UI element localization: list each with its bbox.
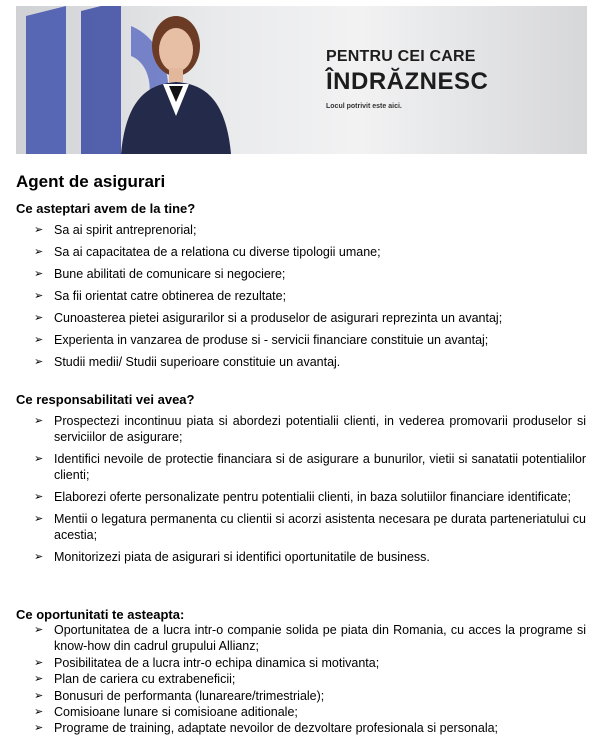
list-item: ➢ Bune abilitati de comunicare si negociere; bbox=[34, 267, 286, 281]
arrow-bullet-icon: ➢ bbox=[34, 624, 44, 636]
arrow-bullet-icon: ➢ bbox=[34, 706, 44, 719]
opportunities-list bbox=[16, 622, 586, 737]
responsibilities-list bbox=[16, 413, 586, 565]
list-item: ➢ Studii medii/ Studii superioare constituie un avantaj. bbox=[34, 355, 341, 369]
banner-headline-emphasis: ÎNDRĂZNESC bbox=[326, 68, 489, 95]
arrow-bullet-icon: ➢ bbox=[34, 491, 44, 503]
list-item: ➢ Sa fii orientat catre obtinerea de rezultate; bbox=[34, 289, 287, 303]
arrow-bullet-icon: ➢ bbox=[34, 513, 44, 525]
arrow-bullet-icon: ➢ bbox=[34, 656, 44, 669]
list-item: ➢ Monitorizezi piata de asigurari si identifici oportunitatile de business. bbox=[34, 550, 430, 564]
arrow-bullet-icon: ➢ bbox=[34, 334, 44, 346]
list-item: ➢ Oportunitatea de a lucra intr-o companie solida pe piata din Romania, cu acces la programe si know-how din cadrul grupului Allianz; bbox=[34, 623, 586, 654]
hero-banner bbox=[16, 6, 587, 154]
section-responsibilities bbox=[16, 392, 586, 565]
job-title: Agent de asigurari bbox=[16, 172, 166, 191]
section-expectations bbox=[16, 201, 586, 370]
arrow-bullet-icon: ➢ bbox=[34, 268, 44, 280]
list-item: ➢ Cunoasterea pietei asigurarilor si a produselor de asigurari reprezinta un avantaj; bbox=[34, 311, 503, 325]
list-item: ➢ Identifici nevoile de protectie financiara si de asigurare a bunurilor, vietii si sanatatii potentialilor clienti; bbox=[34, 452, 586, 482]
section-opportunities bbox=[16, 607, 586, 737]
expectations-list bbox=[16, 222, 586, 370]
section-heading: Ce responsabilitati vei avea? bbox=[16, 392, 195, 407]
list-item: ➢ Bonusuri de performanta (lunareare/trimestriale); bbox=[34, 688, 325, 703]
arrow-bullet-icon: ➢ bbox=[34, 356, 44, 368]
person-photo bbox=[111, 6, 241, 154]
banner-tagline: Locul potrivit este aici. bbox=[326, 103, 402, 110]
banner-headline: PENTRU CEI CARE bbox=[326, 48, 476, 65]
section-heading: Ce asteptari avem de la tine? bbox=[16, 201, 196, 216]
list-item: ➢ Sa ai spirit antreprenorial; bbox=[34, 223, 197, 237]
list-item: ➢ Prospectezi incontinuu piata si abordezi potentialii clienti, in vederea promovarii produselor si serviciilor de asigurare; bbox=[34, 414, 586, 444]
arrow-bullet-icon: ➢ bbox=[34, 312, 44, 324]
arrow-bullet-icon: ➢ bbox=[34, 453, 44, 465]
list-item: ➢ Programe de training, adaptate nevoilor de dezvoltare profesionala si personala; bbox=[34, 721, 499, 736]
arrow-bullet-icon: ➢ bbox=[34, 673, 44, 686]
arrow-bullet-icon: ➢ bbox=[34, 246, 44, 258]
list-item: ➢ Comisioane lunare si comisioane aditionale; bbox=[34, 705, 298, 720]
arrow-bullet-icon: ➢ bbox=[34, 551, 44, 563]
arrow-bullet-icon: ➢ bbox=[34, 290, 44, 302]
section-heading: Ce oportunitati te asteapta: bbox=[16, 607, 185, 622]
list-item: ➢ Elaborezi oferte personalizate pentru potentialii clienti, in baza solutiilor financiare identificate; bbox=[34, 490, 571, 504]
list-item: ➢ Plan de cariera cu extrabeneficii; bbox=[34, 672, 236, 687]
arrow-bullet-icon: ➢ bbox=[34, 722, 44, 735]
list-item: ➢ Posibilitatea de a lucra intr-o echipa dinamica si motivanta; bbox=[34, 655, 380, 670]
list-item: ➢ Sa ai capacitatea de a relationa cu diverse tipologii umane; bbox=[34, 245, 381, 259]
arrow-bullet-icon: ➢ bbox=[34, 689, 44, 702]
arrow-bullet-icon: ➢ bbox=[34, 415, 44, 427]
list-item: ➢ Mentii o legatura permanenta cu clientii si acorzi asistenta necesara pe durata parteneriatului cu acestia; bbox=[34, 512, 586, 542]
list-item: ➢ Experienta in vanzarea de produse si - servicii financiare constituie un avantaj; bbox=[34, 333, 489, 347]
arrow-bullet-icon: ➢ bbox=[34, 224, 44, 236]
